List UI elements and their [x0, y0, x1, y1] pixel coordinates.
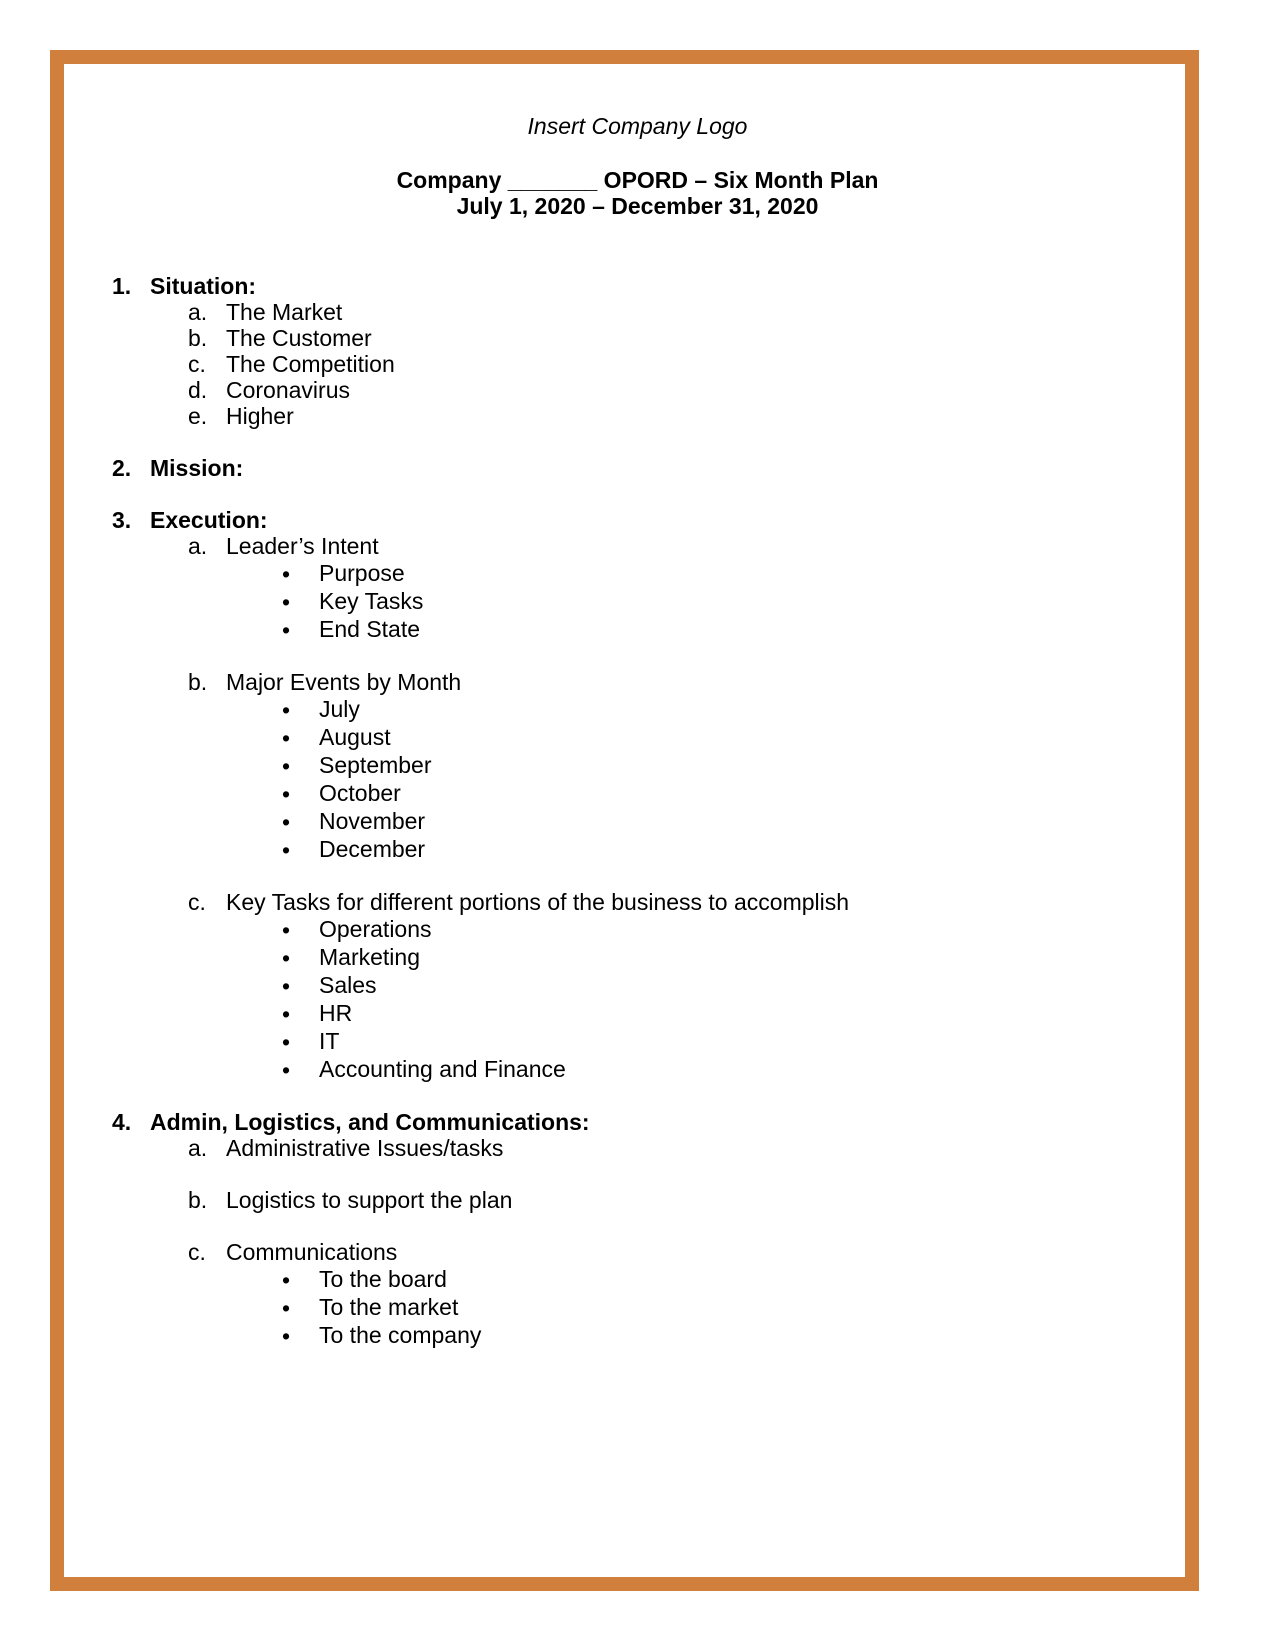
section-mission — [112, 455, 1172, 481]
bullet-text: Marketing — [319, 944, 420, 970]
bullet-item — [282, 1265, 1172, 1293]
section-title: Mission: — [150, 455, 244, 481]
section-situation — [112, 273, 1172, 429]
bullet-item — [282, 779, 1172, 807]
title-line-2: July 1, 2020 – December 31, 2020 — [456, 193, 819, 219]
section-number: 3. — [112, 507, 132, 533]
bullet-glyph: • — [282, 753, 291, 779]
list-item — [188, 533, 1172, 559]
sub-block-communications — [188, 1239, 1172, 1265]
sub-block-logistics — [188, 1187, 1172, 1213]
bullet-glyph: • — [282, 1001, 291, 1027]
bullet-text: To the company — [319, 1322, 482, 1348]
bullet-glyph: • — [282, 697, 291, 723]
bullet-item — [282, 1027, 1172, 1055]
bullet-text: Operations — [319, 916, 432, 942]
bullet-list — [282, 695, 1172, 863]
section-heading — [112, 1109, 1172, 1135]
bullet-item — [282, 559, 1172, 587]
section-title: Admin, Logistics, and Communications: — [150, 1109, 590, 1135]
section-title: Situation: — [150, 273, 257, 299]
list-item — [188, 669, 1172, 695]
sections — [112, 273, 1172, 1375]
sub-block-administrative — [188, 1135, 1172, 1161]
bullet-text: October — [319, 780, 401, 806]
list-letter: c. — [188, 889, 206, 915]
bullet-item — [282, 1293, 1172, 1321]
title-line-1: Company _______ OPORD – Six Month Plan — [396, 167, 879, 193]
sub-block-major-events — [188, 669, 1172, 695]
bullet-item — [282, 971, 1172, 999]
list-item — [188, 377, 1172, 403]
bullet-item — [282, 835, 1172, 863]
list-letter: c. — [188, 1239, 206, 1265]
bullet-glyph: • — [282, 561, 291, 587]
list-letter: a. — [188, 299, 208, 325]
bullet-text: Accounting and Finance — [319, 1056, 566, 1082]
bullet-glyph: • — [282, 781, 291, 807]
list-text: Higher — [226, 403, 294, 429]
bullet-list — [282, 1265, 1172, 1349]
bullet-text: IT — [319, 1028, 340, 1054]
section-admin-logistics-communications — [112, 1109, 1172, 1349]
section-execution — [112, 507, 1172, 1083]
section-heading — [112, 507, 1172, 533]
bullet-glyph: • — [282, 837, 291, 863]
list-letter: e. — [188, 403, 208, 429]
bullet-glyph: • — [282, 589, 291, 615]
bullet-list — [282, 915, 1172, 1083]
bullet-text: September — [319, 752, 432, 778]
list-item — [188, 351, 1172, 377]
bullet-text: November — [319, 808, 426, 834]
section-heading — [112, 455, 1172, 481]
bullet-glyph: • — [282, 1057, 291, 1083]
bullet-item — [282, 943, 1172, 971]
bullet-item — [282, 1321, 1172, 1349]
bullet-glyph: • — [282, 1295, 291, 1321]
logo-placeholder: Insert Company Logo — [527, 113, 748, 139]
bullet-glyph: • — [282, 1323, 291, 1349]
bullet-item — [282, 723, 1172, 751]
bullet-text: To the market — [319, 1294, 459, 1320]
bullet-text: HR — [319, 1000, 353, 1026]
bullet-text: Sales — [319, 972, 377, 998]
list-text: Logistics to support the plan — [226, 1187, 513, 1213]
list-item — [188, 1187, 1172, 1213]
bullet-glyph: • — [282, 1029, 291, 1055]
document-title — [0, 167, 1275, 219]
bullet-glyph: • — [282, 945, 291, 971]
section-number: 1. — [112, 273, 132, 299]
list-text: The Market — [226, 299, 343, 325]
bullet-item — [282, 695, 1172, 723]
section-heading — [112, 273, 1172, 299]
bullet-item — [282, 587, 1172, 615]
bullet-glyph: • — [282, 973, 291, 999]
section-title: Execution: — [150, 507, 268, 533]
list-item — [188, 299, 1172, 325]
list-text: Administrative Issues/tasks — [226, 1135, 504, 1161]
list-text: Coronavirus — [226, 377, 350, 403]
list-text: Major Events by Month — [226, 669, 462, 695]
list-letter: b. — [188, 325, 208, 351]
bullet-item — [282, 915, 1172, 943]
list-item — [188, 1239, 1172, 1265]
bullet-glyph: • — [282, 809, 291, 835]
bullet-text: July — [319, 696, 360, 722]
section-number: 4. — [112, 1109, 132, 1135]
list-letter: b. — [188, 669, 208, 695]
bullet-glyph: • — [282, 617, 291, 643]
list-item — [188, 325, 1172, 351]
bullet-glyph: • — [282, 725, 291, 751]
list-letter: a. — [188, 533, 208, 559]
bullet-text: Purpose — [319, 560, 405, 586]
list-text: Leader’s Intent — [226, 533, 379, 559]
list-item — [188, 889, 1172, 915]
bullet-item — [282, 751, 1172, 779]
list-letter: a. — [188, 1135, 208, 1161]
bullet-glyph: • — [282, 917, 291, 943]
list-item — [188, 1135, 1172, 1161]
list-text: Key Tasks for different portions of the business to accomplish — [226, 889, 850, 915]
list-text: The Competition — [226, 351, 395, 377]
list-letter: d. — [188, 377, 208, 403]
list-letter: c. — [188, 351, 206, 377]
bullet-item — [282, 999, 1172, 1027]
list-letter: b. — [188, 1187, 208, 1213]
bullet-text: Key Tasks — [319, 588, 424, 614]
bullet-list — [282, 559, 1172, 643]
list-item — [188, 403, 1172, 429]
list-text: Communications — [226, 1239, 398, 1265]
bullet-item — [282, 615, 1172, 643]
bullet-item — [282, 1055, 1172, 1083]
sub-block-key-tasks — [188, 889, 1172, 915]
section-number: 2. — [112, 455, 132, 481]
sub-block-leaders-intent — [188, 533, 1172, 559]
sub-list — [188, 299, 1172, 429]
bullet-text: To the board — [319, 1266, 447, 1292]
bullet-text: December — [319, 836, 426, 862]
bullet-glyph: • — [282, 1267, 291, 1293]
bullet-item — [282, 807, 1172, 835]
bullet-text: August — [319, 724, 391, 750]
list-text: The Customer — [226, 325, 372, 351]
bullet-text: End State — [319, 616, 421, 642]
